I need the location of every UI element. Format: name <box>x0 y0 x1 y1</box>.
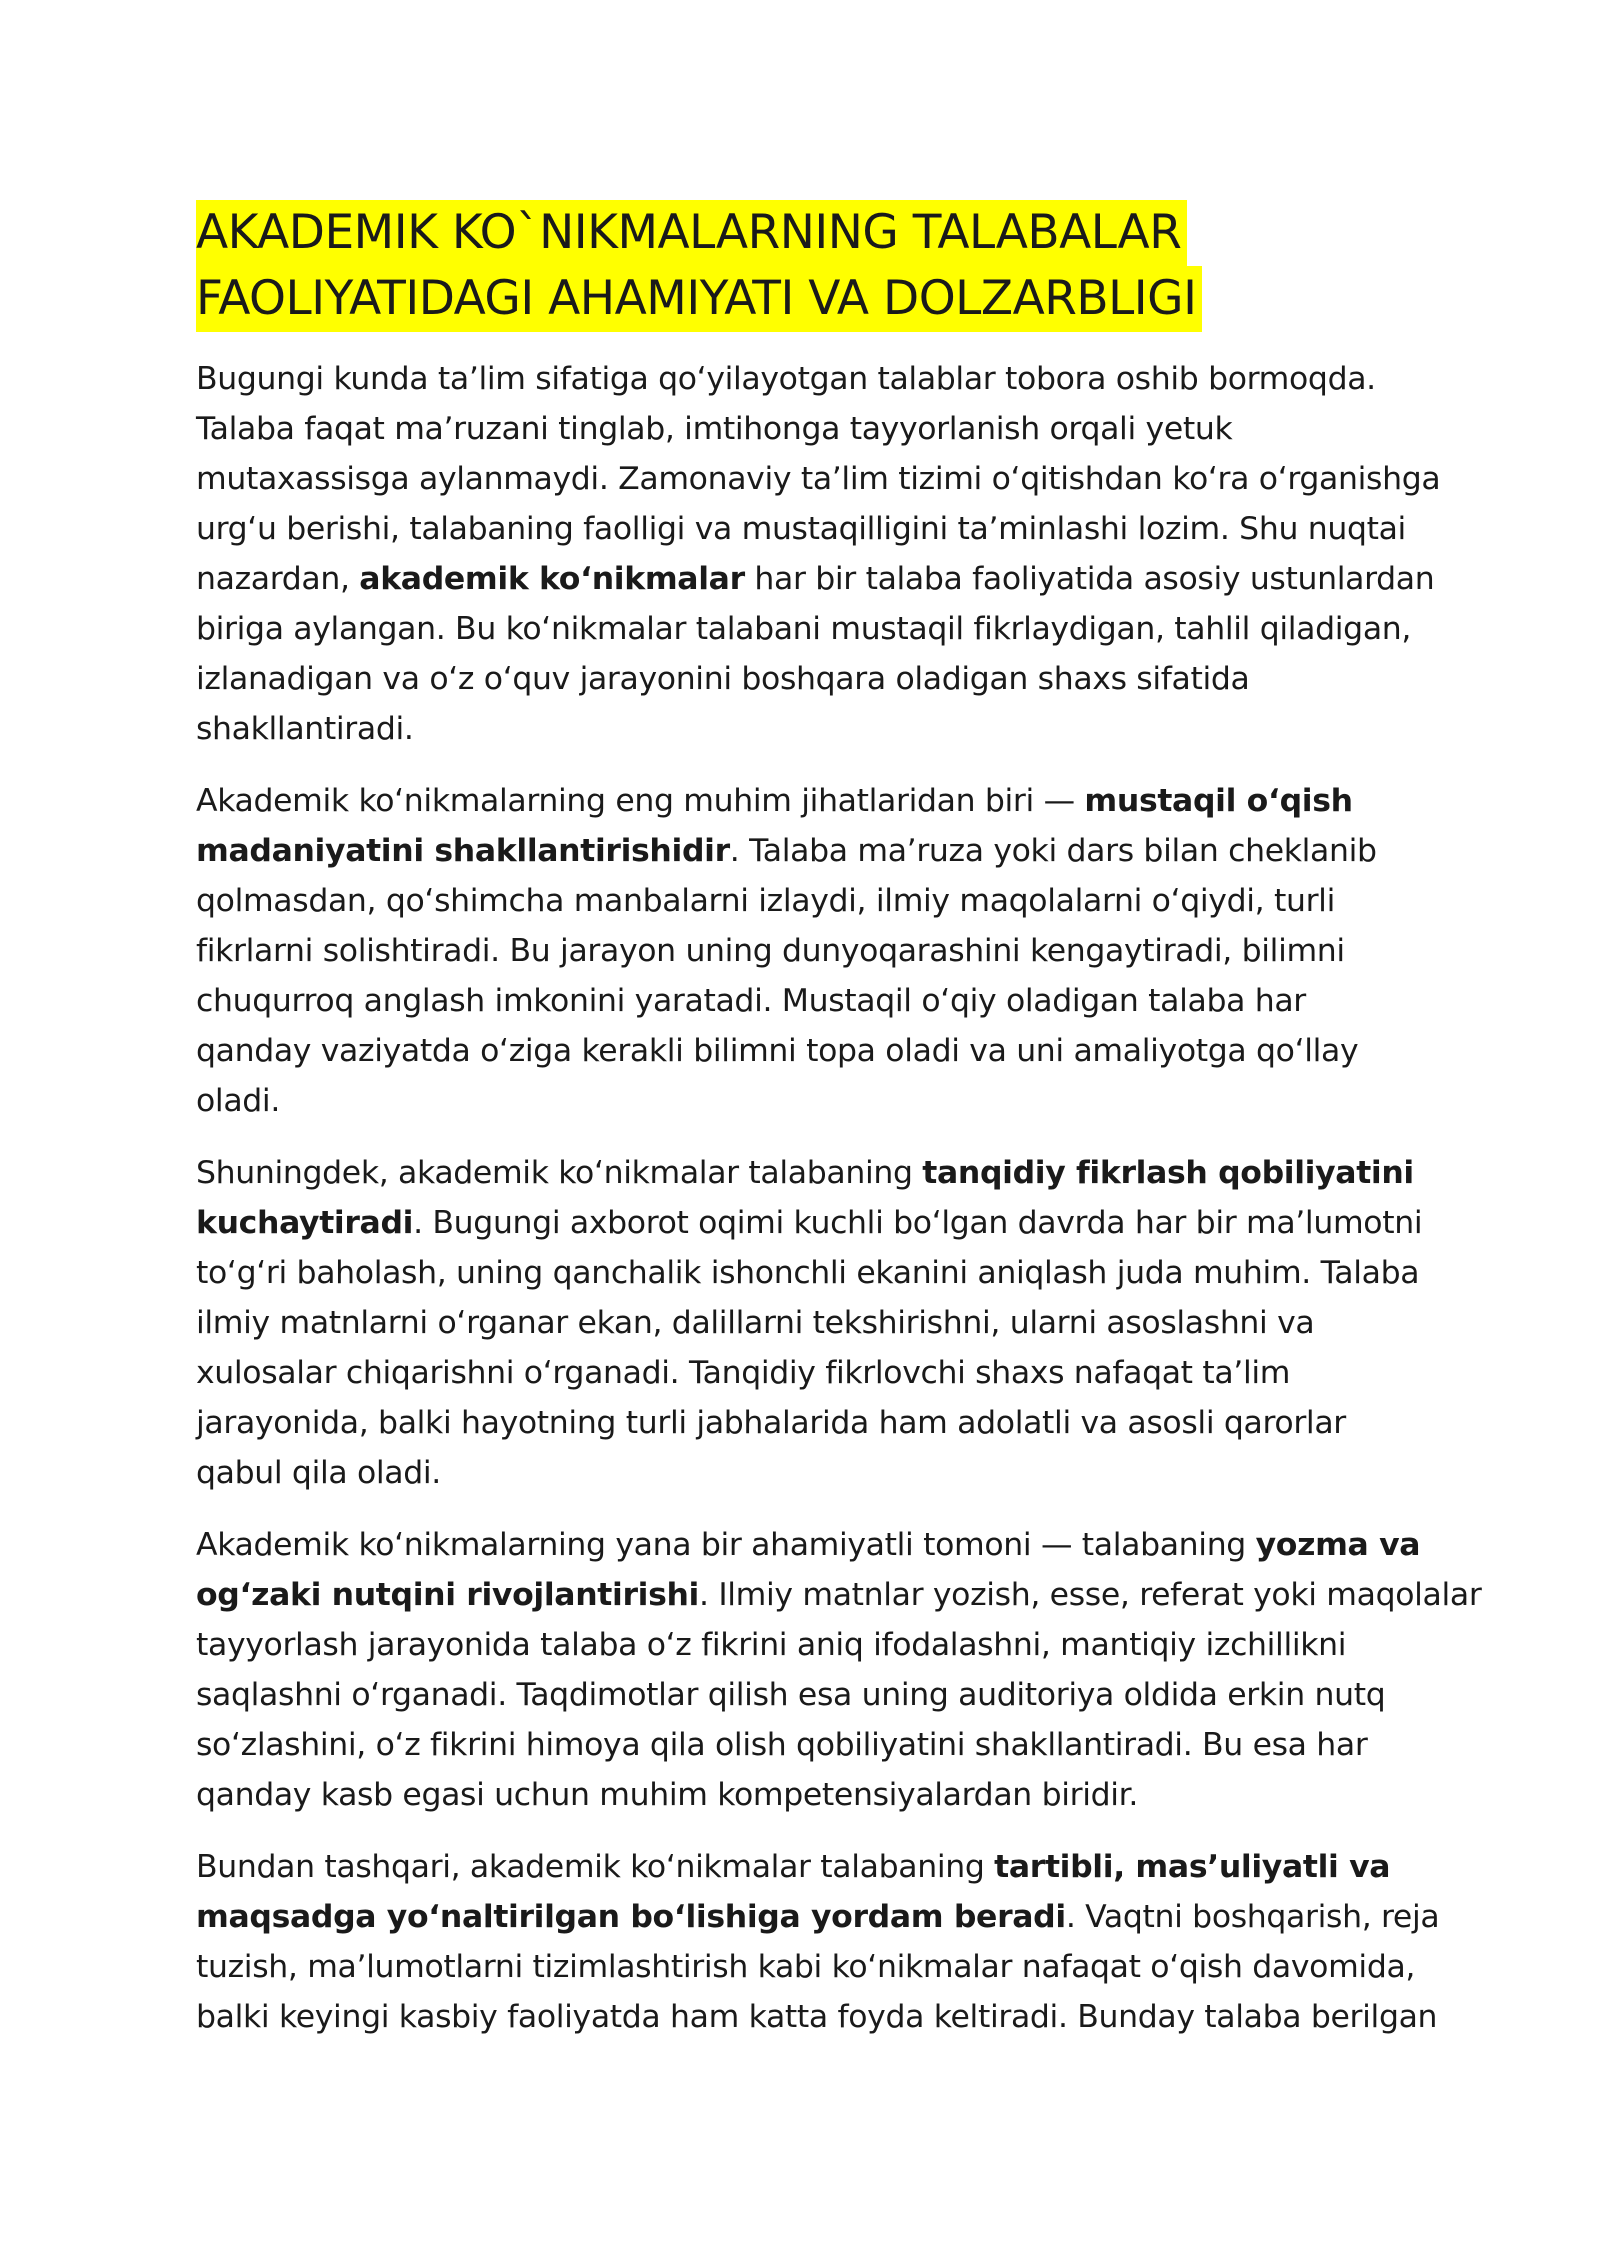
text-run: soʻzlashini, oʻz fikrini himoya qila olish qobiliyatini shakllantiradi. Bu esa har <box>196 1727 1368 1763</box>
text-run: nazardan, <box>196 561 360 597</box>
text-run: . Bugungi axborot oqimi kuchli boʻlgan davrda har bir maʼlumotni <box>413 1205 1423 1241</box>
text-run: Akademik koʻnikmalarning yana bir ahamiyatli tomoni — talabaning <box>196 1527 1256 1563</box>
text-run: toʻgʻri baholash, uning qanchalik ishonchli ekanini aniqlash juda muhim. Talaba <box>196 1255 1420 1291</box>
document-body <box>196 354 1482 2042</box>
bold-phrase: kuchaytiradi <box>196 1205 414 1241</box>
paragraph-1 <box>196 354 1441 754</box>
text-run: izlanadigan va oʻz oʻquv jarayonini boshqara oladigan shaxs sifatida <box>196 661 1250 697</box>
title-line-2: FAOLIYATIDAGI AHAMIYATI VA DOLZARBLIGI <box>196 266 1202 332</box>
bold-phrase: madaniyatini shakllantirishidir <box>196 833 730 869</box>
text-run: chuqurroq anglash imkonini yaratadi. Mustaqil oʻqiy oladigan talaba har <box>196 983 1306 1019</box>
text-run: . Ilmiy matnlar yozish, esse, referat yoki maqolalar <box>699 1577 1482 1613</box>
text-run: Bundan tashqari, akademik koʻnikmalar talabaning <box>196 1849 995 1885</box>
text-run: shakllantiradi. <box>196 711 414 747</box>
text-run: har bir talaba faoliyatida asosiy ustunlardan <box>744 561 1435 597</box>
bold-phrase: maqsadga yoʻnaltirilgan boʻlishiga yordam beradi <box>196 1899 1066 1935</box>
document-page <box>196 200 1482 2064</box>
text-run: xulosalar chiqarishni oʻrganadi. Tanqidiy fikrlovchi shaxs nafaqat taʼlim <box>196 1355 1291 1391</box>
text-run: Talaba faqat maʼruzani tinglab, imtihonga tayyorlanish orqali yetuk <box>196 411 1233 447</box>
title-line-1: AKADEMIK KO`NIKMALARNING TALABALAR <box>196 200 1187 266</box>
paragraph-3 <box>196 1148 1436 1498</box>
bold-phrase: mustaqil oʻqish <box>1084 783 1353 819</box>
text-run: qanday kasb egasi uchun muhim kompetensiyalardan biridir. <box>196 1777 1139 1813</box>
bold-phrase: akademik koʻnikmalar <box>359 561 745 597</box>
text-run: biriga aylangan. Bu koʻnikmalar talabani mustaqil fikrlaydigan, tahlil qiladigan, <box>196 611 1412 647</box>
text-run: qolmasdan, qoʻshimcha manbalarni izlaydi, ilmiy maqolalarni oʻqiydi, turli <box>196 883 1335 919</box>
paragraph-5 <box>196 1842 1440 2042</box>
text-run: ilmiy matnlarni oʻrganar ekan, dalillarni tekshirishni, ularni asoslashni va <box>196 1305 1315 1341</box>
text-run: tuzish, maʼlumotlarni tizimlashtirish kabi koʻnikmalar nafaqat oʻqish davomida, <box>196 1949 1416 1985</box>
document-title <box>196 200 1436 332</box>
paragraph-4 <box>196 1520 1482 1820</box>
text-run: fikrlarni solishtiradi. Bu jarayon uning dunyoqarashini kengaytiradi, bilimni <box>196 933 1345 969</box>
text-run: Shuningdek, akademik koʻnikmalar talabaning <box>196 1155 923 1191</box>
text-run: mutaxassisga aylanmaydi. Zamonaviy taʼlim tizimi oʻqitishdan koʻra oʻrganishga <box>196 461 1441 497</box>
bold-phrase: ogʻzaki nutqini rivojlantirishi <box>196 1577 699 1613</box>
text-run: Bugungi kunda taʼlim sifatiga qoʻyilayotgan talablar tobora oshib bormoqda. <box>196 361 1376 397</box>
text-run: tayyorlash jarayonida talaba oʻz fikrini aniq ifodalashni, mantiqiy izchillikni <box>196 1627 1347 1663</box>
text-run: saqlashni oʻrganadi. Taqdimotlar qilish esa uning auditoriya oldida erkin nutq <box>196 1677 1386 1713</box>
text-run: urgʻu berishi, talabaning faolligi va mustaqilligini taʼminlashi lozim. Shu nuqtai <box>196 511 1406 547</box>
bold-phrase: tanqidiy fikrlash qobiliyatini <box>922 1155 1414 1191</box>
text-run: balki keyingi kasbiy faoliyatda ham katta foyda keltiradi. Bunday talaba berilgan <box>196 1999 1438 2035</box>
text-run: Akademik koʻnikmalarning eng muhim jihatlaridan biri — <box>196 783 1085 819</box>
text-run: oladi. <box>196 1083 280 1119</box>
text-run: qabul qila oladi. <box>196 1455 441 1491</box>
bold-phrase: tartibli, masʼuliyatli va <box>994 1849 1391 1885</box>
text-run: qanday vaziyatda oʻziga kerakli bilimni topa oladi va uni amaliyotga qoʻllay <box>196 1033 1359 1069</box>
paragraph-2 <box>196 776 1436 1126</box>
bold-phrase: yozma va <box>1255 1527 1421 1563</box>
text-run: jarayonida, balki hayotning turli jabhalarida ham adolatli va asosli qarorlar <box>196 1405 1346 1441</box>
text-run: . Talaba maʼruza yoki dars bilan cheklanib <box>729 833 1377 869</box>
text-run: . Vaqtni boshqarish, reja <box>1065 1899 1440 1935</box>
